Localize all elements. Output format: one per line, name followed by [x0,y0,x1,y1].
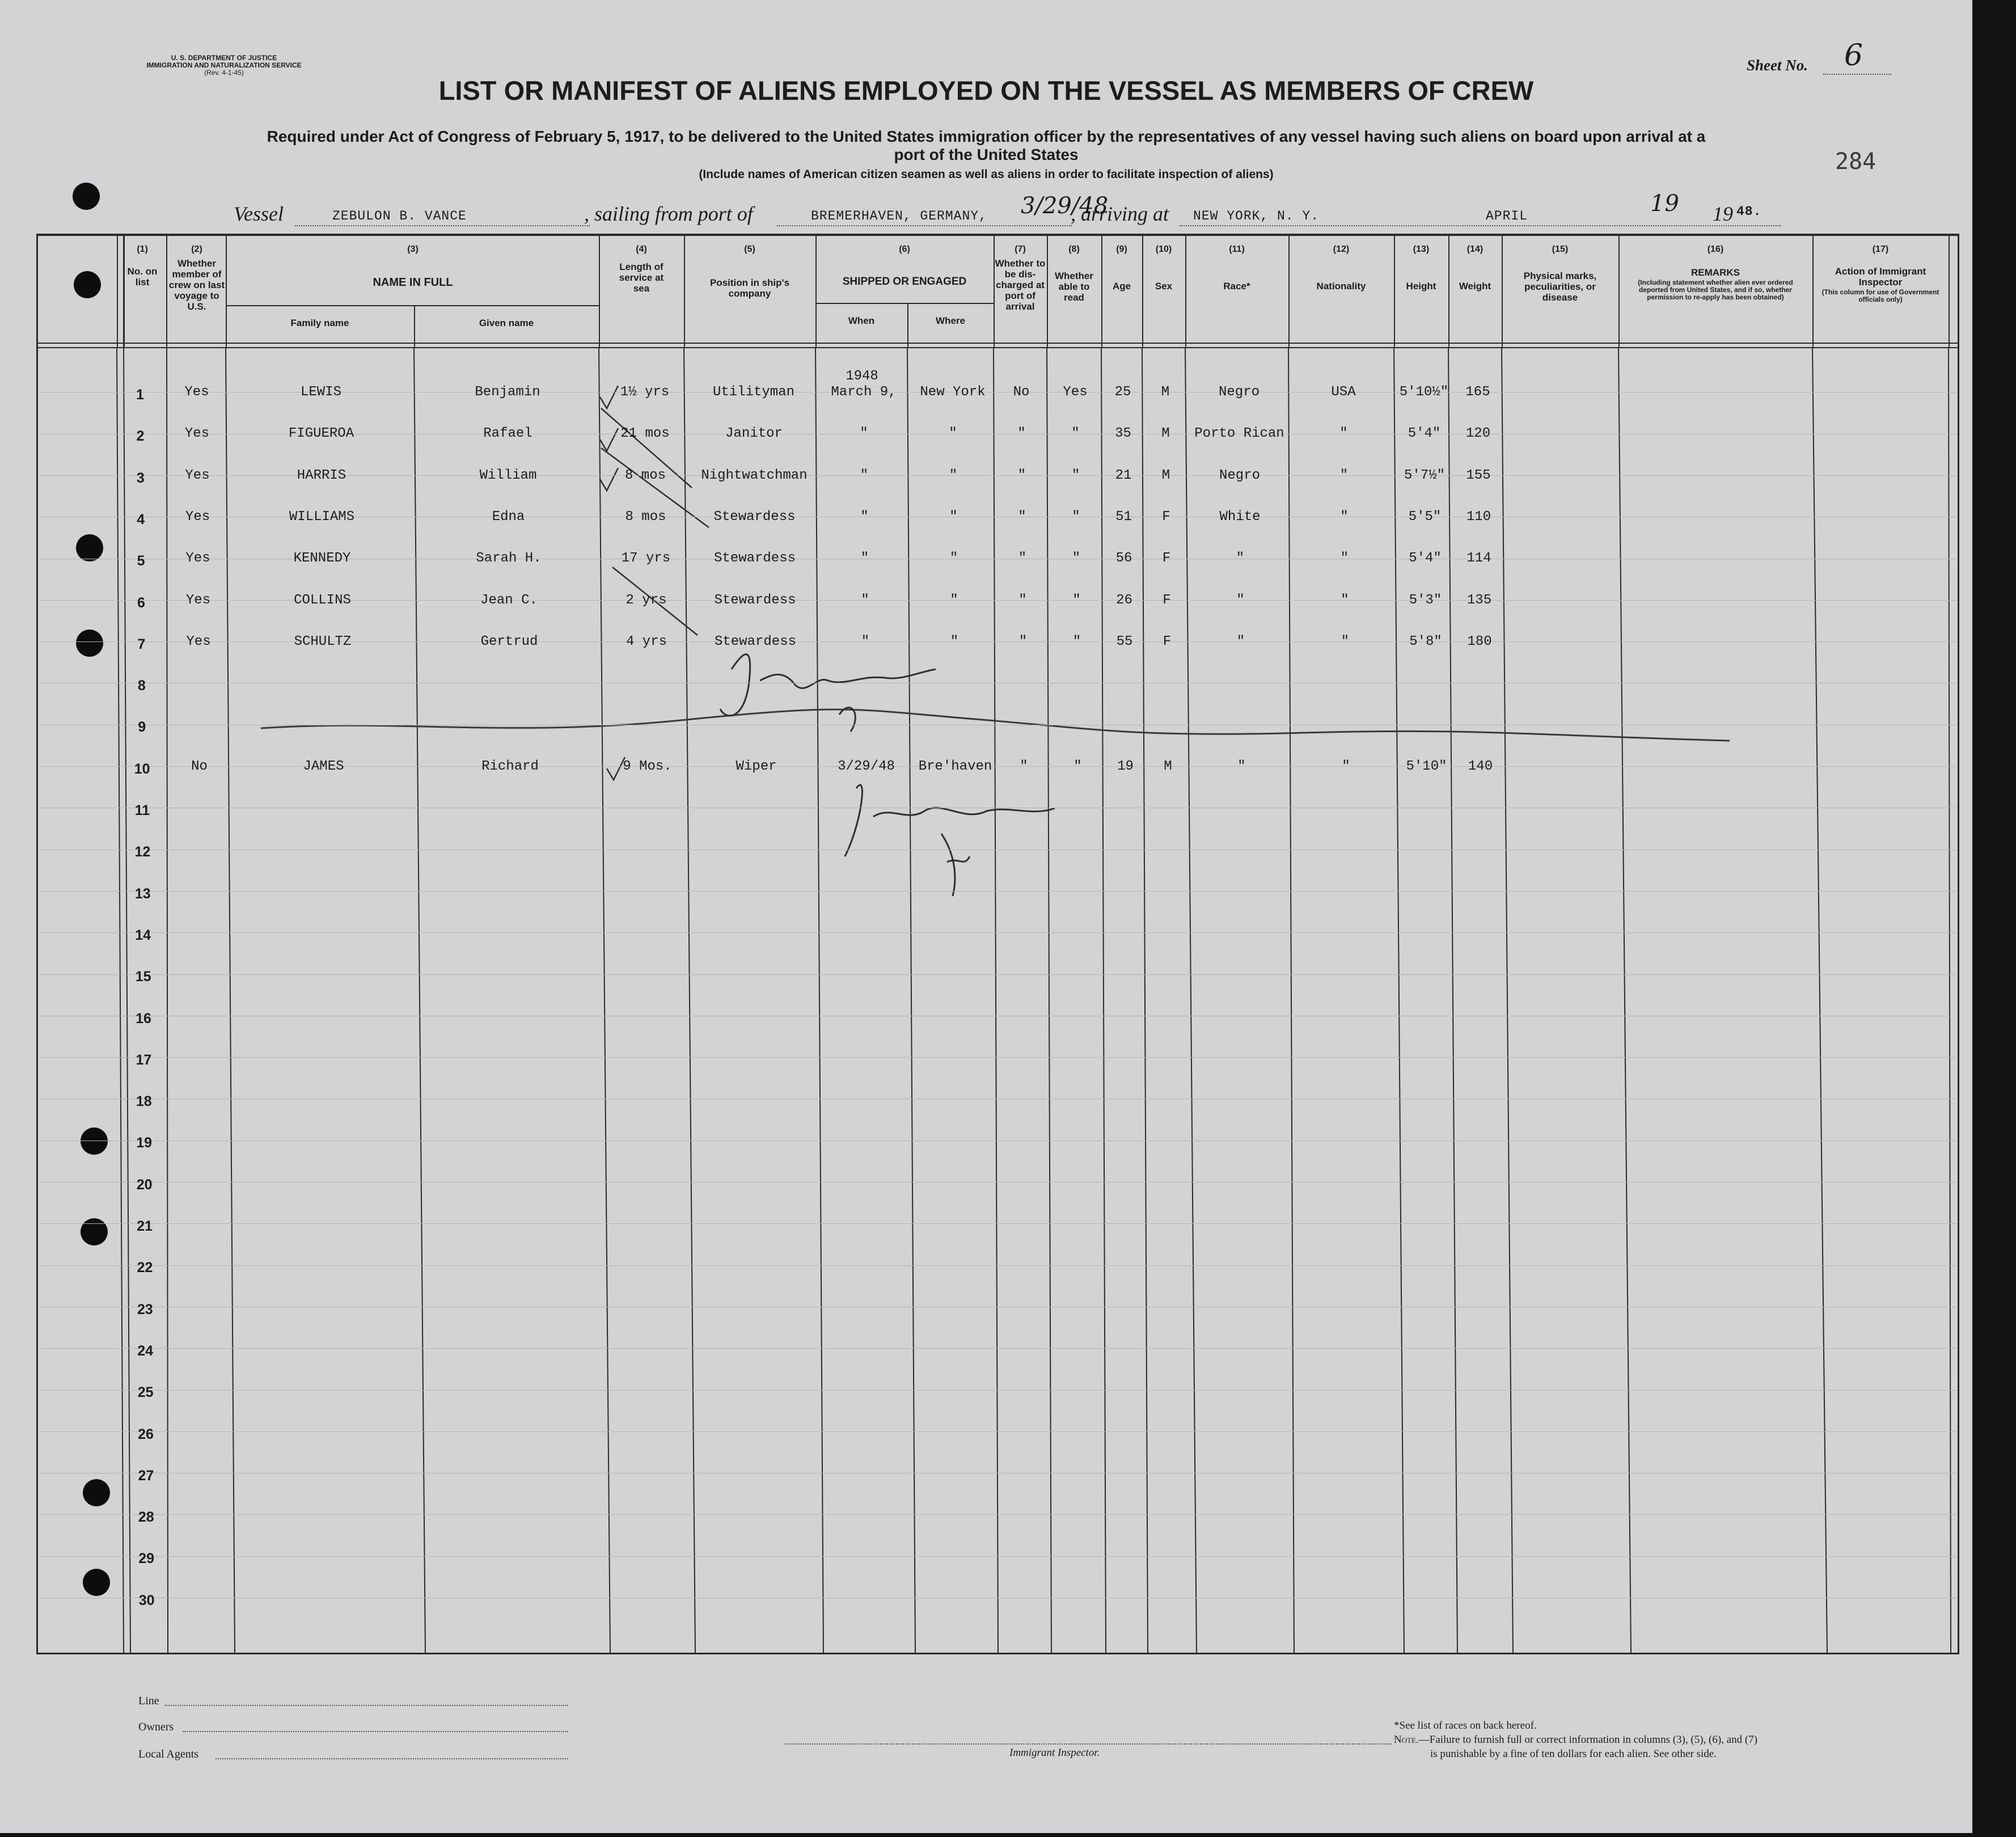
family-name-cell: HARRIS [297,467,346,483]
vessel-label: Vessel [234,202,284,225]
row-number: 12 [134,844,151,860]
arrival-day: 19 [1650,191,1679,217]
service-cell: 9 Mos. [623,758,672,774]
col-number: (15) [1552,244,1569,254]
races-note: *See list of races on back hereof. [1394,1720,1537,1732]
position-cell: Stewardess [714,592,796,608]
arriving-label: , arriving at [1071,202,1169,225]
discharged-cell: " [1018,634,1028,649]
prior-voyage-cell: Yes [184,385,209,400]
col-header-discharged [994,244,1047,312]
shipped-when-cell: " [860,509,869,525]
page-stamp: 284 [1835,149,1876,175]
row-rule [40,932,1956,933]
row-rule [40,1390,1956,1391]
arrival-year: 48. [1736,204,1762,219]
given-name-cell: Richard [481,758,539,774]
family-name-cell: COLLINS [294,592,351,608]
race-cell: White [1219,509,1261,525]
col-sublabel: (This column for use of Government officials only) [1821,288,1939,303]
agency-line-2: IMMIGRATION AND NATURALIZATION SERVICE [146,61,302,69]
given-name-cell: Jean C. [480,592,538,608]
shipped-when-cell: " [860,426,868,442]
sheet-number-label: Sheet No. [1747,57,1808,74]
discharged-cell: " [1018,592,1027,608]
able-to-read-cell: " [1073,758,1082,774]
row-number: 2 [136,428,145,445]
row-number: 26 [138,1426,154,1442]
shipped-where-cell: Bre'haven [918,758,992,774]
service-cell: 8 mos [625,509,666,525]
able-to-read-cell: " [1072,551,1081,567]
row-number: 4 [137,511,145,527]
sex-cell: M [1161,385,1170,400]
col-header-shipped [815,244,994,287]
requirement-line-2: port of the United States [894,146,1079,163]
race-cell: Negro [1218,385,1260,400]
col-label: Height [1406,281,1436,292]
sailing-date: 3/29/48 [1021,193,1109,219]
col-label: Length of service at sea [619,261,664,294]
nationality-cell: USA [1331,385,1356,400]
col-header-remarks [1618,244,1812,301]
service-cell: 4 yrs [625,634,667,649]
col-label: Sex [1155,281,1173,292]
col-number: (3) [407,244,419,254]
position-cell: Wiper [736,758,777,774]
able-to-read-cell: " [1072,509,1080,525]
shipped-where-cell: " [949,551,958,567]
footer-agents-rule [215,1758,568,1759]
shipped-when-cell: " [860,467,869,483]
weight-cell: 135 [1466,592,1492,608]
port-to: NEW YORK, N. Y. [1193,209,1320,223]
sailing-label: , sailing from port of [584,202,753,225]
family-name-cell: FIGUEROA [288,426,354,442]
age-cell: 26 [1116,592,1132,608]
col-header-where: Where [936,315,965,326]
row-rule [40,1182,1956,1183]
col-label: Whether to be dis-charged at port of arrival [995,258,1046,312]
row-number: 20 [136,1176,153,1193]
sex-cell: F [1162,509,1170,525]
col-header-prior-voyage [168,244,226,312]
row-number: 30 [138,1592,155,1608]
arrival-month: APRIL [1486,209,1528,223]
service-cell: 8 mos [624,467,666,483]
given-name-cell: William [479,467,537,483]
col-header-no [117,244,168,288]
col-number: (10) [1155,244,1172,254]
shipped-where-cell: " [950,592,958,608]
race-cell: Porto Rican [1194,426,1284,442]
given-name-cell: Benjamin [475,385,540,400]
height-cell: 5'4" [1408,426,1441,442]
prior-voyage-cell: Yes [185,551,210,567]
col-label: Whether member of crew on last voyage to U.S. [168,258,225,312]
row-number: 29 [138,1551,155,1567]
note-text: —Failure to furnish full or correct information in columns (3), (5), (6), and (7) [1418,1734,1758,1746]
row-number: 24 [137,1342,154,1359]
row-number: 7 [137,636,146,652]
footer-owners-label: Owners [138,1721,174,1733]
prior-voyage-cell: No [191,758,208,774]
prior-voyage-cell: Yes [185,509,210,525]
prior-voyage-cell: Yes [185,592,211,608]
nationality-cell: " [1339,426,1348,442]
col-sublabel: (Including statement whether alien ever ordered deported from United States, and if so, whether permission to re-apply has been obtained) [1638,278,1793,301]
given-name-cell: Gertrud [480,634,538,649]
col-header-family-name: Family name [290,318,349,328]
instruction-line: (Include names of American citizen seamen as well as aliens in order to facilitate inspection of aliens) [699,168,1274,181]
given-name-cell: Rafael [483,426,532,442]
footer-agents-label: Local Agents [138,1748,199,1760]
race-cell: Negro [1219,467,1260,483]
able-to-read-cell: Yes [1063,385,1088,400]
weight-cell: 165 [1465,385,1490,400]
col-number: (5) [744,244,755,254]
col-number: (9) [1116,244,1127,254]
height-cell: 5'4" [1409,551,1442,567]
col-header-name [226,244,600,288]
inspector-label: Immigrant Inspector. [1009,1747,1100,1759]
discharged-cell: " [1018,509,1026,525]
shipped-where-cell: " [949,509,958,525]
row-number: 14 [135,927,151,943]
position-cell: Nightwatchman [701,467,808,483]
height-cell: 5'3" [1409,592,1442,608]
col-label: Action of Immigrant Inspector [1835,266,1926,288]
height-cell: 5'5" [1408,509,1442,525]
age-cell: 21 [1115,467,1132,483]
col-label: NAME IN FULL [373,276,453,289]
col-header-sex [1142,244,1185,292]
age-cell: 56 [1115,551,1132,567]
shipped-year-note: 1948 [846,369,878,384]
row-number: 13 [134,885,151,902]
col-number: (16) [1707,244,1724,254]
shipped-where-cell: " [949,467,958,483]
age-cell: 19 [1117,758,1134,774]
col-header-physical-marks [1502,244,1618,303]
note-label: Note. [1394,1734,1419,1746]
row-rule [40,891,1956,892]
col-header-service [599,244,684,294]
weight-cell: 140 [1468,758,1493,774]
able-to-read-cell: " [1072,592,1081,608]
sheet-number: 6 [1844,39,1863,73]
agency-line-3: (Rev. 4-1-45) [204,69,244,77]
col-number: (11) [1229,244,1245,254]
row-rule [40,1265,1956,1266]
row-number: 17 [136,1051,152,1068]
row-number: 21 [137,1218,153,1234]
race-cell: " [1236,551,1245,567]
col-number: (6) [899,244,910,254]
able-to-read-cell: " [1072,634,1081,649]
col-number: (7) [1015,244,1026,254]
penalty-note-2: is punishable by a fine of ten dollars for each alien. See other side. [1430,1748,1717,1760]
col-label: SHIPPED OR ENGAGED [842,276,967,288]
col-header-given-name: Given name [479,318,534,328]
row-number: 6 [137,594,145,611]
col-number: (8) [1068,244,1080,254]
sex-cell: M [1161,467,1170,483]
port-from: BREMERHAVEN, GERMANY, [811,209,987,223]
col-label: Age [1112,281,1131,292]
footer-owners-rule [183,1731,568,1732]
position-cell: Stewardess [713,551,796,567]
col-number: (12) [1333,244,1350,254]
col-header-when: When [848,315,875,326]
vessel-name: ZEBULON B. VANCE [332,209,467,223]
nationality-cell: " [1339,467,1349,483]
row-number: 9 [138,719,146,736]
sex-cell: F [1162,551,1171,567]
shipped-when-cell: March 9, [831,385,897,400]
row-rule [40,1514,1956,1515]
age-cell: 51 [1115,509,1132,525]
prior-voyage-cell: Yes [185,467,210,483]
page-title: LIST OR MANIFEST OF ALIENS EMPLOYED ON THE VESSEL AS MEMBERS OF CREW [438,75,1534,105]
weight-cell: 155 [1466,467,1491,483]
sex-cell: M [1161,426,1170,442]
weight-cell: 120 [1465,426,1491,442]
age-cell: 55 [1116,634,1133,649]
col-number: (17) [1872,244,1889,254]
col-number: (1) [137,244,148,254]
weight-cell: 110 [1466,509,1491,525]
row-number: 16 [136,1010,151,1027]
col-label: REMARKS [1691,267,1740,278]
row-rule [40,1556,1956,1557]
family-name-cell: LEWIS [300,385,341,400]
row-number: 25 [137,1384,154,1401]
service-cell: 17 yrs [621,551,671,567]
family-name-cell: KENNEDY [293,551,351,567]
shipped-where-cell: New York [920,385,986,400]
given-name-cell: Sarah H. [476,551,542,567]
requirement-line-1: Required under Act of Congress of February 5, 1917, to be delivered to the United States immigration officer by the representatives of any vessel having such aliens on board upon arrival at a [267,128,1706,145]
agency-line-1: U. S. DEPARTMENT OF JUSTICE [171,54,277,62]
row-number: 1 [136,387,144,403]
height-cell: 5'8" [1409,634,1442,649]
discharged-cell: No [1013,385,1030,400]
race-cell: " [1237,758,1246,774]
row-number: 28 [138,1509,154,1526]
shipped-where-cell: " [949,426,957,442]
col-label: No. on list [127,266,158,288]
col-label: Race* [1223,281,1250,292]
height-cell: 5'7½" [1404,467,1445,483]
col-header-position [684,244,815,299]
position-cell: Stewardess [713,509,796,525]
position-cell: Janitor [725,426,783,442]
nationality-cell: " [1342,758,1350,774]
discharged-cell: " [1018,551,1027,567]
family-name-cell: JAMES [303,758,344,774]
shipped-when-cell: " [861,592,869,608]
col-header-race [1185,244,1288,292]
sex-cell: F [1163,592,1171,608]
col-label: Position in ship's company [709,277,790,299]
col-header-read [1047,244,1101,303]
discharged-cell: " [1017,467,1026,483]
row-number: 23 [137,1301,153,1317]
col-number: (2) [191,244,202,254]
row-number: 19 [136,1135,153,1151]
col-number: (4) [636,244,647,254]
nationality-cell: " [1340,551,1349,567]
service-cell: 1½ yrs [620,385,670,400]
col-number: (13) [1413,244,1430,254]
col-number: (14) [1466,244,1484,254]
year-prefix: 19 [1713,202,1733,225]
family-name-cell: WILLIAMS [289,509,355,525]
col-header-age [1101,244,1142,292]
height-cell: 5'10½" [1399,385,1449,400]
row-rule [40,1431,1956,1432]
age-cell: 25 [1114,385,1131,400]
nationality-cell: " [1341,592,1349,608]
row-number: 11 [134,803,150,818]
inspector-signature-rule [785,1743,1392,1745]
race-cell: " [1236,634,1245,649]
row-rule [40,974,1956,975]
row-number: 3 [136,470,145,486]
height-cell: 5'10" [1406,758,1447,774]
col-header-nationality [1288,244,1394,292]
able-to-read-cell: " [1071,467,1080,483]
signature-2 [845,785,1055,896]
row-number: 18 [136,1093,152,1110]
row-number: 8 [137,678,146,694]
age-cell: 35 [1115,426,1131,442]
prior-voyage-cell: Yes [186,634,211,649]
row-number: 10 [134,761,150,777]
row-number: 5 [137,553,145,569]
given-name-cell: Edna [492,509,525,525]
family-name-cell: SCHULTZ [294,634,352,649]
discharged-cell: " [1017,426,1026,442]
col-header-inspector-action [1812,244,1949,303]
row-number: 22 [137,1260,153,1276]
footer-line-rule [164,1705,568,1706]
nationality-cell: " [1340,509,1349,525]
service-cell: 2 yrs [625,592,667,608]
row-rule [40,1348,1956,1349]
race-cell: " [1236,592,1245,608]
penalty-note [1394,1733,1757,1747]
discharged-cell: " [1020,758,1028,774]
shipped-where-cell: " [950,634,959,649]
signature-1 [720,654,936,732]
row-rule [40,1223,1956,1224]
row-rule [40,1057,1956,1058]
nationality-cell: " [1341,634,1350,649]
col-header-height [1394,244,1448,292]
shipped-when-cell: " [861,634,870,649]
service-cell: 21 mos [620,426,670,442]
shipped-when-cell: 3/29/48 [838,758,895,774]
row-number: 15 [135,969,151,985]
sex-cell: M [1164,758,1172,774]
prior-voyage-cell: Yes [184,426,210,442]
col-header-weight [1448,244,1502,292]
position-cell: Utilityman [712,385,795,400]
col-label: Physical marks, peculiarities, or disease [1523,271,1597,303]
col-label: Weight [1459,281,1491,292]
footer-line-label: Line [138,1695,159,1707]
sex-cell: F [1163,634,1172,649]
row-number: 27 [138,1467,154,1484]
position-cell: Stewardess [714,634,797,649]
able-to-read-cell: " [1071,426,1080,442]
weight-cell: 114 [1466,551,1491,567]
col-label: Nationality [1316,281,1366,292]
weight-cell: 180 [1467,634,1492,649]
shipped-when-cell: " [860,551,869,567]
col-label: Whether able to read [1055,271,1093,303]
